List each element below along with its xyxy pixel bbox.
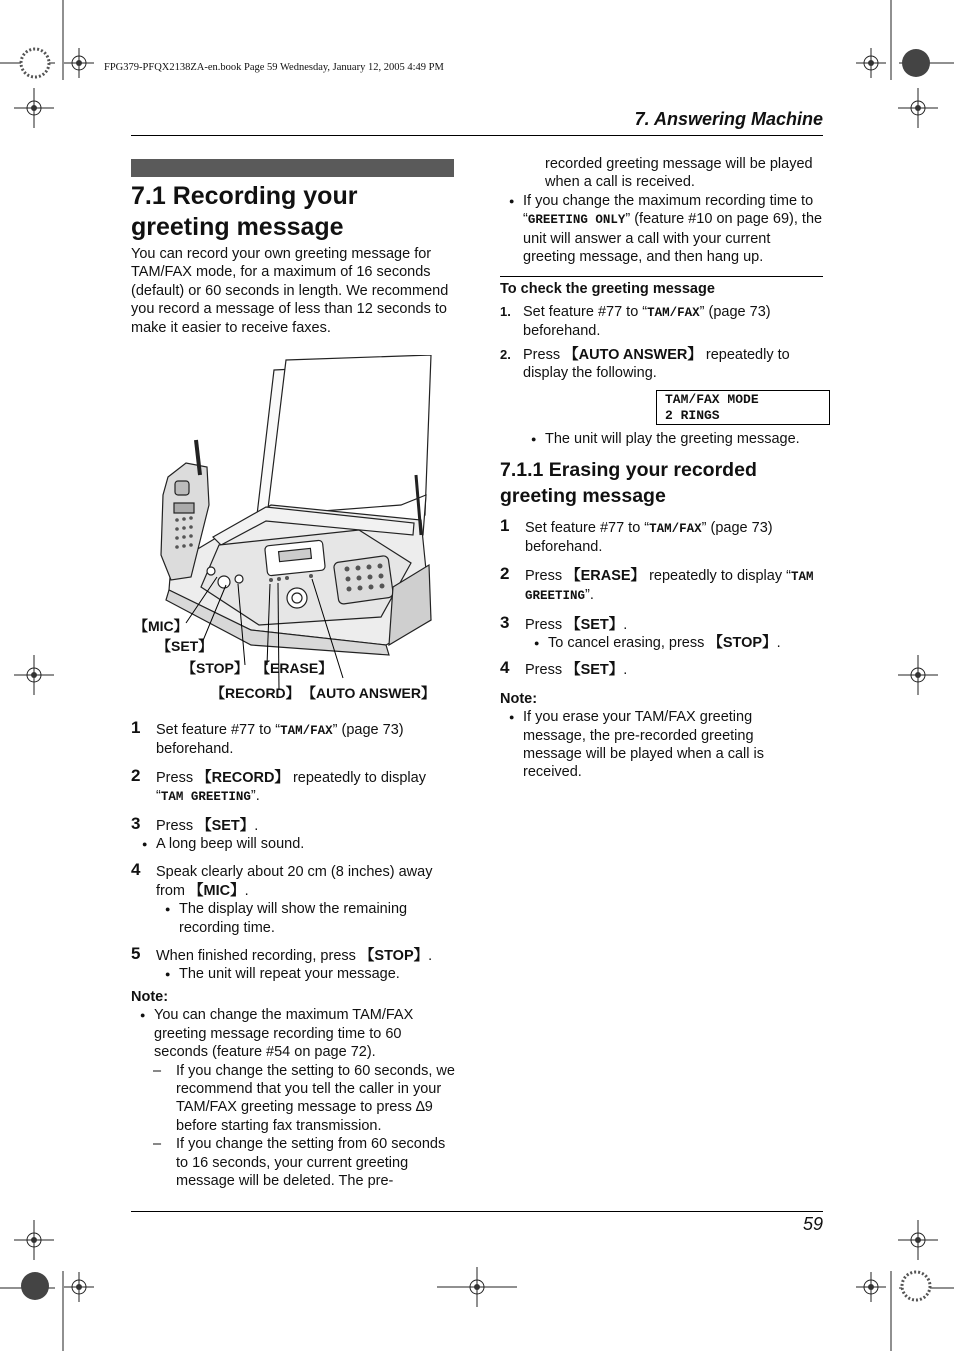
callout-auto-answer: 【AUTO ANSWER】 xyxy=(302,685,435,701)
step-1: 1 Set feature #77 to “TAM/FAX” (page 73) beforehand. xyxy=(131,718,404,758)
callout-record: 【RECORD】 xyxy=(211,685,300,701)
erase-step-4: 4 Press 【SET】. xyxy=(500,658,628,679)
subsection-title-line1: 7.1.1 Erasing your recorded xyxy=(500,458,757,481)
section-title-line2: greeting message xyxy=(131,213,344,241)
recording-steps xyxy=(131,718,456,1190)
check-bullet: ● The unit will play the greeting message. xyxy=(522,430,823,448)
callout-erase: 【ERASE】 xyxy=(256,660,333,676)
section-bar xyxy=(131,159,454,177)
erase-note-label: Note: xyxy=(500,690,538,707)
step-number: 2 xyxy=(131,765,141,785)
lcd-line-2: 2 RINGS xyxy=(665,407,720,423)
section-title-line1: 7.1 Recording your xyxy=(131,182,358,210)
step-number: 5 xyxy=(131,944,141,964)
erase-step-3: 3 Press 【SET】. xyxy=(500,612,628,633)
right-column xyxy=(500,155,823,782)
lcd-line-1: TAM/FAX MODE xyxy=(665,392,759,408)
note-label: Note: xyxy=(131,988,169,1005)
note-bullet: ● You can change the maximum TAM/FAX greeting message recording time to 60 seconds (feature #54 on page 72). xyxy=(131,1006,456,1061)
erase-note-bullet: ● If you erase your TAM/FAX greeting message, the pre-recorded greeting message will be played when a call is received. xyxy=(500,708,788,782)
erase-step-3-bullet: ● To cancel erasing, press 【STOP】. xyxy=(525,634,823,652)
note-dash-2: – If you change the setting from 60 seconds to 16 seconds, your current greeting message will be deleted. The pre- xyxy=(131,1135,456,1190)
greeting-only-bullet: ● If you change the maximum recording time to “GREETING ONLY” (feature #10 on page 69), the unit will answer a call with your current greeting message, and then hang up. xyxy=(500,192,823,267)
subsection-title-line2: greeting message xyxy=(500,484,666,507)
callout-stop: 【STOP】 xyxy=(182,660,248,676)
header-rule xyxy=(131,135,823,136)
callout-mic: 【MIC】 xyxy=(134,618,188,634)
erase-step-1: 1 Set feature #77 to “TAM/FAX” (page 73) beforehand. xyxy=(500,515,773,556)
note-dash-1: – If you change the setting to 60 seconds, we recommend that you tell the caller in your TAM/FAX greeting message to press ∆9 before starting fax transmission. xyxy=(131,1062,456,1136)
callout-set: 【SET】 xyxy=(157,638,213,654)
step-3-bullet: ● A long beep will sound. xyxy=(133,835,456,853)
step-4-bullet: ● The display will show the remaining recording time. xyxy=(156,900,456,937)
step-number: 3 xyxy=(131,813,141,833)
check-heading: To check the greeting message xyxy=(500,281,715,298)
step-3: 3 Press 【SET】. xyxy=(131,813,259,834)
intro-paragraph: You can record your own greeting message for TAM/FAX mode, for a maximum of 16 seconds (default) or 60 seconds in length. We recommend you record a message of less than 12 seconds to make it easier to receive faxes. xyxy=(131,246,449,336)
step-5-bullet: ● The unit will repeat your message. xyxy=(156,965,456,983)
step-number: 1 xyxy=(131,718,141,737)
subsection-title xyxy=(500,457,823,509)
step-2: 2 Press 【RECORD】 repeatedly to display “TAM GREETING”. xyxy=(131,765,426,805)
step-5: 5 When finished recording, press 【STOP】. xyxy=(131,944,433,965)
step-4: 4 Speak clearly about 20 cm (8 inches) away from 【MIC】. xyxy=(131,860,433,899)
check-step-1: 1. Set feature #77 to “TAM/FAX” (page 73) beforehand. xyxy=(500,303,771,340)
erase-step-2: 2 Press 【ERASE】 repeatedly to display “TAM GREETING”. xyxy=(500,563,814,604)
lcd-display xyxy=(656,390,830,425)
page-number: 59 xyxy=(802,1214,823,1234)
footer-rule xyxy=(131,1211,823,1212)
chapter-header: 7. Answering Machine xyxy=(634,109,823,129)
step-number: 4 xyxy=(131,860,141,880)
print-header: FPG379-PFQX2138ZA-en.book Page 59 Wednesday, January 12, 2005 4:49 PM xyxy=(104,62,444,73)
continued-text: recorded greeting message will be played when a call is received. xyxy=(545,156,813,191)
section-rule xyxy=(500,276,823,277)
check-step-2: 2. Press 【AUTO ANSWER】 repeatedly to display the following. xyxy=(500,346,790,382)
section-title xyxy=(131,181,357,243)
